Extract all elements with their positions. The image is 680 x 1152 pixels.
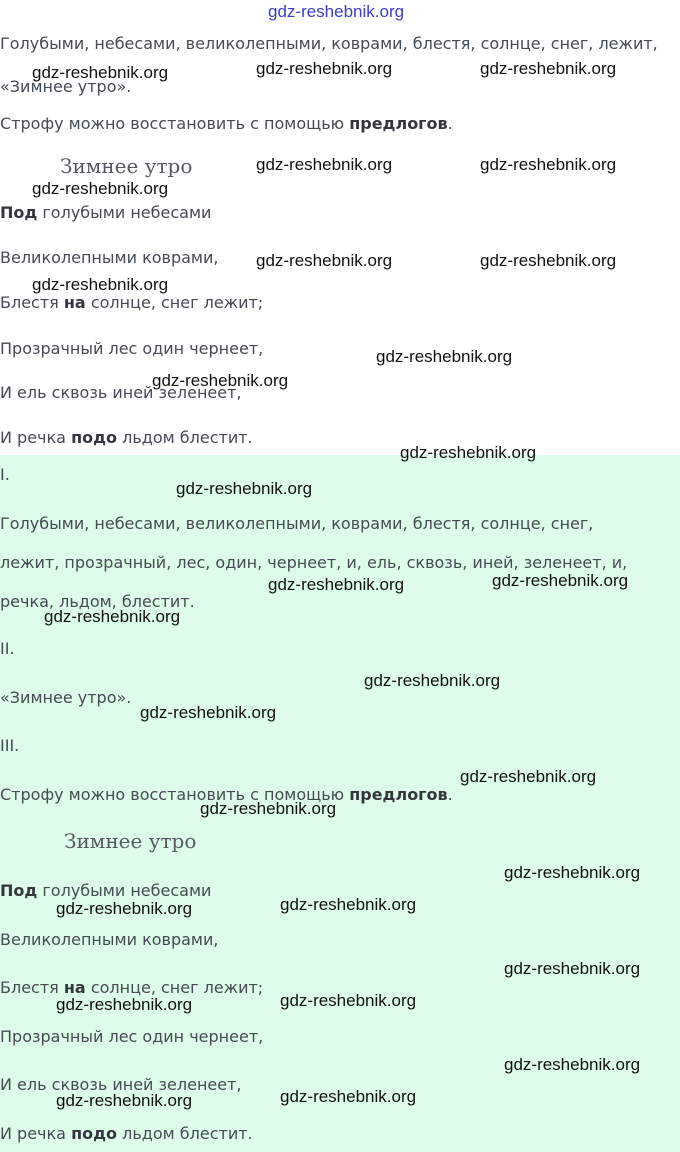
poem-line-4: Прозрачный лес один чернеет, [0, 339, 264, 358]
watermark: gdz-reshebnik.org [460, 767, 597, 786]
watermark: gdz-reshebnik.org [256, 251, 393, 270]
words-line: Голубыми, небесами, великолепными, коврами, блестя, солнце, снег, лежит, [0, 34, 658, 53]
watermark: gdz-reshebnik.org [400, 443, 537, 462]
answer-restore-sentence: Строфу можно восстановить с помощью предлогов. [0, 785, 453, 804]
watermark: gdz-reshebnik.org [280, 895, 417, 914]
title-answer: «Зимнее утро». [0, 77, 132, 96]
poem-line-5: И ель сквозь иней зеленеет, [0, 383, 242, 402]
watermark: gdz-reshebnik.org [480, 59, 617, 78]
watermark: gdz-reshebnik.org [480, 251, 617, 270]
section-1-label: I. [0, 465, 10, 484]
watermark: gdz-reshebnik.org [492, 571, 629, 590]
watermark: gdz-reshebnik.org [480, 155, 617, 174]
watermark: gdz-reshebnik.org [376, 347, 513, 366]
watermark: gdz-reshebnik.org [200, 799, 337, 818]
answer-poem-line-3: Блестя на солнце, снег лежит; [0, 978, 264, 997]
watermark: gdz-reshebnik.org [176, 479, 313, 498]
watermark: gdz-reshebnik.org [32, 63, 169, 82]
top-watermark: gdz-reshebnik.org [268, 2, 405, 21]
watermark: gdz-reshebnik.org [56, 899, 193, 918]
answer-title: «Зимнее утро». [0, 688, 132, 707]
poem-line-2: Великолепными коврами, [0, 248, 219, 267]
answer-poem-line-5: И ель сквозь иней зеленеет, [0, 1075, 242, 1094]
watermark: gdz-reshebnik.org [32, 179, 169, 198]
answer-poem-line-4: Прозрачный лес один чернеет, [0, 1027, 264, 1046]
watermark: gdz-reshebnik.org [152, 371, 289, 390]
watermark: gdz-reshebnik.org [256, 59, 393, 78]
watermark: gdz-reshebnik.org [56, 995, 193, 1014]
poem-line-3: Блестя на солнце, снег лежит; [0, 293, 264, 312]
watermark: gdz-reshebnik.org [268, 575, 405, 594]
watermark: gdz-reshebnik.org [256, 155, 393, 174]
poem-line-6: И речка подо льдом блестит. [0, 428, 253, 447]
answer-poem-title: Зимнее утро [64, 829, 197, 853]
watermark: gdz-reshebnik.org [44, 607, 181, 626]
poem-title: Зимнее утро [60, 154, 193, 178]
watermark: gdz-reshebnik.org [32, 275, 169, 294]
poem-line-1: Под голубыми небесами [0, 203, 212, 222]
watermark: gdz-reshebnik.org [280, 991, 417, 1010]
watermark: gdz-reshebnik.org [504, 1055, 641, 1074]
answer-words-line-2: лежит, прозрачный, лес, один, чернеет, и, ель, сквозь, иней, зеленеет, и, [0, 553, 628, 572]
watermark: gdz-reshebnik.org [504, 959, 641, 978]
answer-words-line-3: речка, льдом, блестит. [0, 592, 195, 611]
watermark: gdz-reshebnik.org [504, 863, 641, 882]
watermark: gdz-reshebnik.org [140, 703, 277, 722]
restore-sentence: Строфу можно восстановить с помощью предлогов. [0, 114, 453, 133]
answer-poem-line-2: Великолепными коврами, [0, 930, 219, 949]
section-3-label: III. [0, 736, 20, 755]
watermark: gdz-reshebnik.org [280, 1087, 417, 1106]
watermark: gdz-reshebnik.org [364, 671, 501, 690]
answer-poem-line-6: И речка подо льдом блестит. [0, 1124, 253, 1143]
watermark: gdz-reshebnik.org [56, 1091, 193, 1110]
answer-poem-line-1: Под голубыми небесами [0, 881, 212, 900]
answer-words-line-1: Голубыми, небесами, великолепными, коврами, блестя, солнце, снег, [0, 514, 594, 533]
section-2-label: II. [0, 639, 15, 658]
